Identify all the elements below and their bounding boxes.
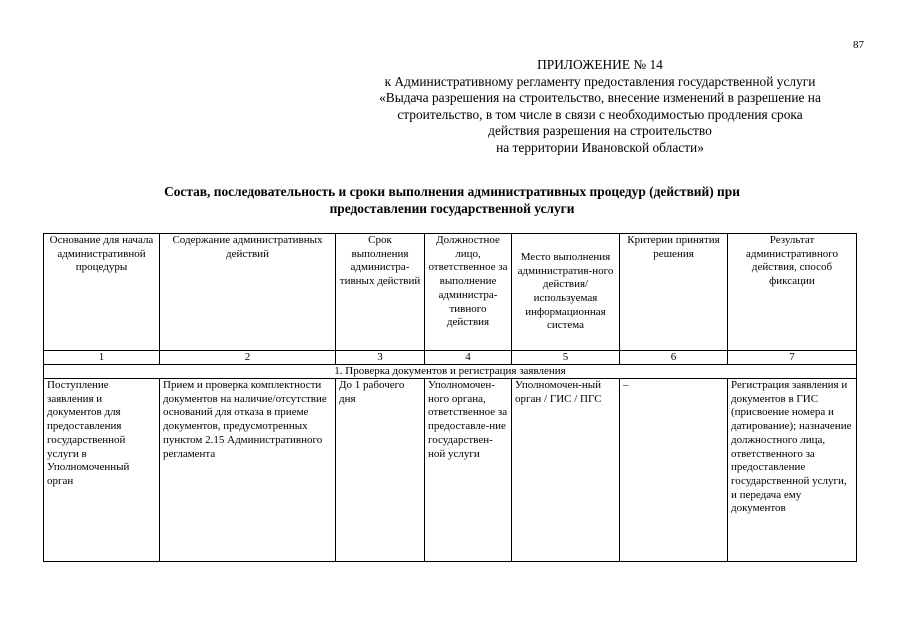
column-number-row bbox=[44, 351, 857, 365]
appendix-line: на территории Ивановской области» bbox=[496, 139, 704, 155]
header-cell: Критерии принятия решения bbox=[620, 234, 728, 351]
header-cell: Результат административного действия, способ фиксации bbox=[728, 234, 857, 351]
appendix-line: строительство, в том числе в связи с необходимостью продления срока bbox=[397, 106, 803, 122]
header-cell: Основание для начала административной процедуры bbox=[44, 234, 160, 351]
column-number: 3 bbox=[336, 351, 425, 365]
column-number: 1 bbox=[44, 351, 160, 365]
section-title bbox=[90, 184, 814, 217]
column-number: 4 bbox=[425, 351, 512, 365]
table-cell: – bbox=[620, 379, 728, 562]
column-number: 5 bbox=[512, 351, 620, 365]
table-row bbox=[44, 379, 857, 562]
header-cell: Срок выполнения администра-тивных действий bbox=[336, 234, 425, 351]
table-cell: До 1 рабочего дня bbox=[336, 379, 425, 562]
appendix-header bbox=[335, 57, 865, 157]
appendix-line: «Выдача разрешения на строительство, внесение изменений в разрешение на bbox=[379, 90, 821, 106]
stage-title: 1. Проверка документов и регистрация заявления bbox=[44, 365, 857, 379]
page-number: 87 bbox=[853, 39, 864, 51]
table-cell: Прием и проверка комплектности документов на наличие/отсутствие оснований для отказа в приеме документов, предусмотренных пунктом 2.15 Административного регламента bbox=[160, 379, 336, 562]
appendix-line: действия разрешения на строительство bbox=[488, 123, 712, 139]
procedures-table bbox=[43, 233, 857, 562]
table-cell: Уполномочен-ный орган / ГИС / ПГС bbox=[512, 379, 620, 562]
column-number: 2 bbox=[160, 351, 336, 365]
appendix-line: ПРИЛОЖЕНИЕ № 14 bbox=[537, 57, 663, 72]
table-header-row bbox=[44, 234, 857, 351]
table-cell: Регистрация заявления и документов в ГИС (присвоение номера и датирование); назначение должностного лица, ответственного за предоставление государственной услуги, и передача ему документов bbox=[728, 379, 857, 562]
header-cell: Должностное лицо, ответственное за выполнение администра-тивного действия bbox=[425, 234, 512, 351]
table-cell: Уполномочен-ного органа, ответственное за предоставле-ние государствен-ной услуги bbox=[425, 379, 512, 562]
column-number: 6 bbox=[620, 351, 728, 365]
stage-title-row bbox=[44, 365, 857, 379]
header-cell: Место выполнения административ-ного действия/ используемая информационная система bbox=[512, 234, 620, 351]
table-cell: Поступление заявления и документов для предоставления государственной услуги в Уполномоченный орган bbox=[44, 379, 160, 562]
header-cell: Содержание административных действий bbox=[160, 234, 336, 351]
column-number: 7 bbox=[728, 351, 857, 365]
appendix-line: к Административному регламенту предоставления государственной услуги bbox=[384, 73, 816, 89]
section-title-line: Состав, последовательность и сроки выполнения административных процедур (действий) при bbox=[164, 184, 740, 199]
section-title-line: предоставлении государственной услуги bbox=[329, 200, 575, 216]
